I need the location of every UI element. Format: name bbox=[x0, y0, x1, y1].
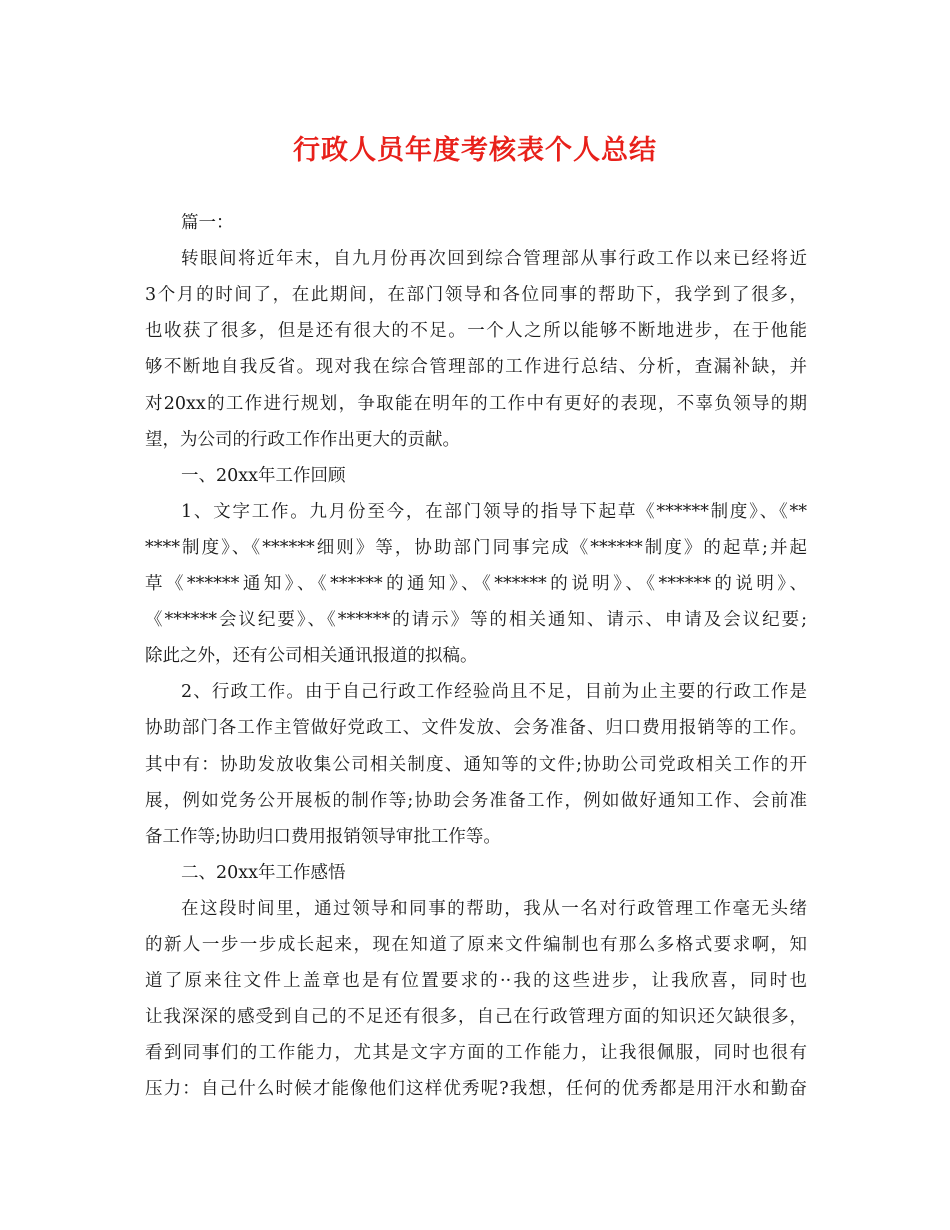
text-line: 展，例如党务公开展板的制作等;协助会务准备工作，例如做好通知工作、会前准 bbox=[145, 790, 807, 811]
text-line: 对20xx的工作进行规划，争取能在明年的工作中有更好的表现，不辜负领导的期 bbox=[145, 393, 807, 414]
text-line: 道了原来往文件上盖章也是有位置要求的··我的这些进步，让我欣喜，同时也 bbox=[145, 971, 807, 992]
text-line: 在这段时间里，通过领导和同事的帮助，我从一名对行政管理工作毫无头绪 bbox=[181, 898, 807, 919]
text-line: 篇一： bbox=[181, 213, 234, 233]
text-line: 一、20xx年工作回顾 bbox=[181, 465, 346, 486]
text-line: 2、行政工作。由于自己行政工作经验尚且不足，目前为止主要的行政工作是 bbox=[181, 682, 807, 703]
text-line: ****制度》、《******细则》等，协助部门同事完成《******制度》的起草;并起 bbox=[145, 537, 807, 558]
text-line: 除此之外，还有公司相关通讯报道的拟稿。 bbox=[145, 646, 478, 667]
text-line: 转眼间将近年末，自九月份再次回到综合管理部从事行政工作以来已经将近 bbox=[181, 249, 807, 270]
text-line: 1、文字工作。九月份至今，在部门领导的指导下起草《******制度》、《** bbox=[181, 501, 807, 522]
text-line: 压力：自己什么时候才能像他们这样优秀呢?我想，任何的优秀都是用汗水和勤奋 bbox=[145, 1079, 807, 1100]
text-line: 望，为公司的行政工作作出更大的贡献。 bbox=[145, 429, 460, 450]
document-title: 行政人员年度考核表个人总结 bbox=[293, 135, 657, 166]
text-line: 其中有：协助发放收集公司相关制度、通知等的文件;协助公司党政相关工作的开 bbox=[145, 754, 807, 775]
text-line: 让我深深的感受到自己的不足还有很多，自己在行政管理方面的知识还欠缺很多， bbox=[145, 1007, 807, 1028]
text-line: 二、20xx年工作感悟 bbox=[181, 862, 346, 883]
text-line: 够不断地自我反省。现对我在综合管理部的工作进行总结、分析，查漏补缺，并 bbox=[145, 357, 807, 378]
text-line: 的新人一步一步成长起来，现在知道了原来文件编制也有那么多格式要求啊，知 bbox=[145, 935, 807, 955]
text-line: 看到同事们的工作能力，尤其是文字方面的工作能力，让我很佩服，同时也很有 bbox=[145, 1043, 807, 1064]
text-line: 也收获了很多，但是还有很大的不足。一个人之所以能够不断地进步，在于他能 bbox=[145, 321, 807, 342]
text-line: 协助部门各工作主管做好党政工、文件发放、会务准备、归口费用报销等的工作。 bbox=[145, 718, 807, 739]
text-line: 备工作等;协助归口费用报销领导审批工作等。 bbox=[145, 826, 501, 847]
text-line: 草《******通知》、《******的通知》、《******的说明》、《******的说明》、 bbox=[145, 574, 807, 594]
text-line: 《******会议纪要》、《******的请示》等的相关通知、请示、申请及会议纪要; bbox=[145, 610, 807, 631]
text-line: 3个月的时间了，在此期间，在部门领导和各位同事的帮助下，我学到了很多， bbox=[145, 285, 807, 306]
